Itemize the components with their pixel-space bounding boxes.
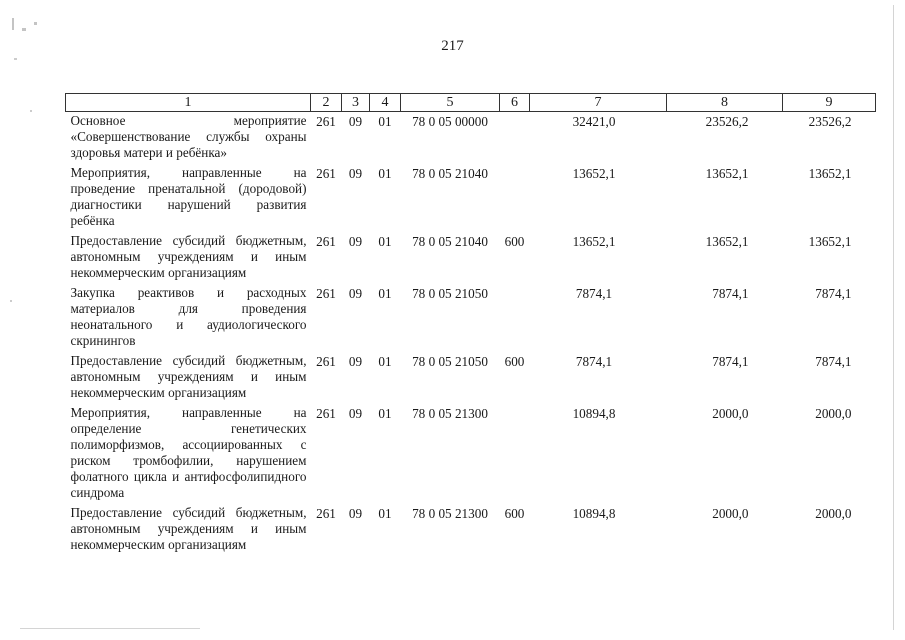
page-number: 217 xyxy=(441,38,464,54)
section-code: 09 xyxy=(348,354,363,369)
amount-col-9: 2000,0 xyxy=(815,506,852,521)
expense-type-code: 600 xyxy=(504,506,525,521)
section-code: 09 xyxy=(348,114,363,129)
column-header: 2 xyxy=(311,94,342,112)
row-description: Основное мероприятие «Совершенствование службы охраны здоровья матери и ребёнка» xyxy=(70,113,307,160)
column-header: 6 xyxy=(500,94,530,112)
amount-col-9: 23526,2 xyxy=(808,114,852,129)
table-row xyxy=(66,352,876,404)
table-row xyxy=(66,404,876,504)
section-code: 09 xyxy=(348,506,363,521)
subsection-code: 01 xyxy=(378,406,392,421)
target-article-code: 78 0 05 21300 xyxy=(412,506,488,521)
expense-type-code xyxy=(500,164,530,232)
amount-col-8: 2000,0 xyxy=(712,406,749,421)
section-code: 09 xyxy=(348,234,363,249)
expense-type-code xyxy=(500,404,530,504)
expense-type-code: 600 xyxy=(504,354,525,369)
expense-type-code xyxy=(500,112,530,165)
amount-col-9: 7874,1 xyxy=(815,354,852,369)
target-article-code: 78 0 05 21300 xyxy=(412,406,488,421)
section-code: 09 xyxy=(348,286,363,301)
ministry-code: 261 xyxy=(316,506,336,521)
subsection-code: 01 xyxy=(378,286,392,301)
scan-speck xyxy=(12,18,14,30)
ministry-code: 261 xyxy=(316,354,336,369)
amount-col-7: 7874,1 xyxy=(575,286,613,301)
amount-col-7: 32421,0 xyxy=(572,114,616,129)
ministry-code: 261 xyxy=(316,286,336,301)
target-article-code: 78 0 05 21050 xyxy=(412,286,488,301)
table-row xyxy=(66,112,876,165)
column-header: 8 xyxy=(667,94,783,112)
subsection-code: 01 xyxy=(378,114,392,129)
subsection-code: 01 xyxy=(378,166,392,181)
table-row xyxy=(66,284,876,352)
subsection-code: 01 xyxy=(378,354,392,369)
table-header-row xyxy=(66,94,876,112)
row-description: Предоставление субсидий бюджетным, автономным учреждениям и иным некоммерческим организациям xyxy=(70,233,307,280)
column-header: 1 xyxy=(66,94,311,112)
amount-col-7: 10894,8 xyxy=(572,406,616,421)
amount-col-9: 13652,1 xyxy=(808,166,852,181)
scan-speck xyxy=(893,5,894,630)
row-description: Закупка реактивов и расходных материалов для проведения неонатального и аудиологического скринингов xyxy=(70,285,307,348)
scan-speck xyxy=(20,628,200,629)
target-article-code: 78 0 05 00000 xyxy=(412,114,488,129)
scan-speck xyxy=(14,58,17,60)
column-header: 3 xyxy=(342,94,370,112)
amount-col-7: 13652,1 xyxy=(572,166,616,181)
table-row xyxy=(66,504,876,556)
ministry-code: 261 xyxy=(316,114,336,129)
row-description: Мероприятия, направленные на проведение пренатальной (дородовой) диагностики нарушений развития ребёнка xyxy=(70,165,307,228)
column-header: 5 xyxy=(401,94,500,112)
amount-col-8: 23526,2 xyxy=(705,114,749,129)
budget-table xyxy=(65,93,876,556)
expense-type-code xyxy=(500,284,530,352)
amount-col-9: 2000,0 xyxy=(815,406,852,421)
amount-col-7: 10894,8 xyxy=(572,506,616,521)
ministry-code: 261 xyxy=(316,166,336,181)
scan-speck xyxy=(30,110,32,112)
ministry-code: 261 xyxy=(316,234,336,249)
amount-col-9: 13652,1 xyxy=(808,234,852,249)
amount-col-8: 13652,1 xyxy=(705,234,749,249)
row-description: Предоставление субсидий бюджетным, автономным учреждениям и иным некоммерческим организациям xyxy=(70,353,307,400)
table-row xyxy=(66,164,876,232)
target-article-code: 78 0 05 21050 xyxy=(412,354,488,369)
target-article-code: 78 0 05 21040 xyxy=(412,166,488,181)
row-description: Предоставление субсидий бюджетным, автономным учреждениям и иным некоммерческим организациям xyxy=(70,505,307,552)
column-header: 7 xyxy=(530,94,667,112)
amount-col-8: 2000,0 xyxy=(712,506,749,521)
amount-col-7: 13652,1 xyxy=(572,234,616,249)
section-code: 09 xyxy=(348,166,363,181)
table-row xyxy=(66,232,876,284)
row-description: Мероприятия, направленные на определение генетических полиморфизмов, ассоциированных с риском тромбофилии, нарушением фолатного цикла и антифосфолипидного синдрома xyxy=(70,405,307,500)
amount-col-8: 7874,1 xyxy=(712,286,749,301)
target-article-code: 78 0 05 21040 xyxy=(412,234,488,249)
section-code: 09 xyxy=(348,406,363,421)
scan-speck xyxy=(10,300,12,302)
expense-type-code: 600 xyxy=(504,234,525,249)
amount-col-8: 13652,1 xyxy=(705,166,749,181)
amount-col-7: 7874,1 xyxy=(575,354,613,369)
scan-speck xyxy=(34,22,37,25)
amount-col-9: 7874,1 xyxy=(815,286,852,301)
subsection-code: 01 xyxy=(378,506,392,521)
amount-col-8: 7874,1 xyxy=(712,354,749,369)
column-header: 9 xyxy=(783,94,876,112)
scan-speck xyxy=(22,28,26,31)
column-header: 4 xyxy=(370,94,401,112)
ministry-code: 261 xyxy=(316,406,336,421)
subsection-code: 01 xyxy=(378,234,392,249)
